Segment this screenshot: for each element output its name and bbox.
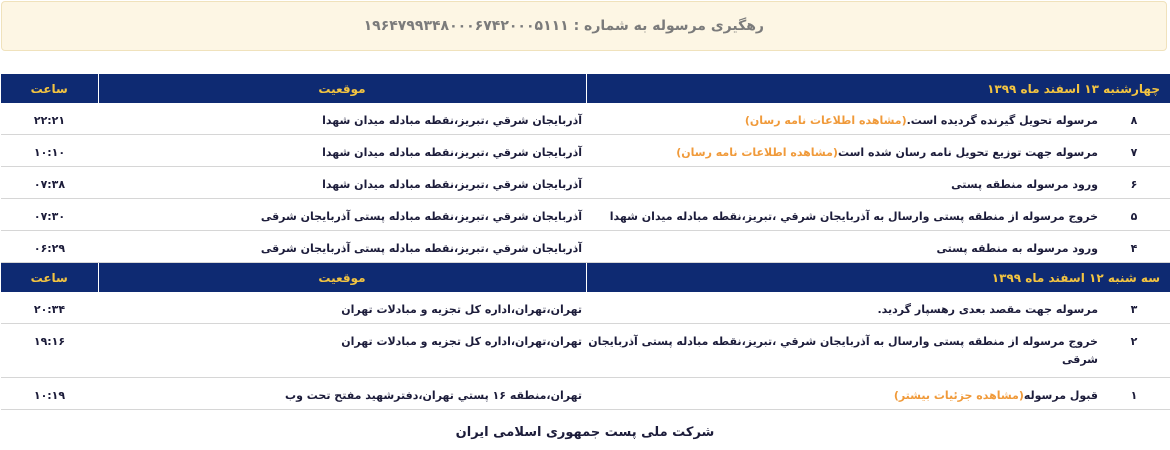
event-index: ۱	[1098, 378, 1170, 410]
event-description: مرسوله تحویل گیرنده گردیده است.	[906, 114, 1098, 127]
tracking-event-row	[1, 199, 1170, 231]
event-location: تهران،تهران،اداره کل تجزیه و مبادلات تهران	[98, 292, 586, 324]
tracking-event-row	[1, 324, 1170, 378]
event-description-cell	[586, 324, 1098, 378]
day-date: سه شنبه ۱۲ اسفند ماه ۱۳۹۹	[586, 263, 1170, 293]
tracking-event-row	[1, 231, 1170, 263]
tracking-event-row	[1, 103, 1170, 135]
event-description-cell	[586, 167, 1098, 199]
event-time: ۰۷:۳۸	[1, 167, 98, 199]
tracking-event-row	[1, 135, 1170, 167]
event-description: قبول مرسوله	[1023, 389, 1098, 402]
location-column-header: موقعیت	[98, 74, 586, 103]
tracking-event-row	[1, 167, 1170, 199]
event-location: تهران،تهران،اداره کل تجزیه و مبادلات تهران	[98, 324, 586, 378]
event-description-cell	[586, 378, 1098, 410]
event-description: ورود مرسوله به منطقه پستی	[936, 242, 1098, 255]
event-time: ۱۹:۱۶	[1, 324, 98, 378]
tracking-title: رهگیری مرسوله به شماره : ۱۹۶۴۷۹۹۳۴۸۰۰۰۶۷۴۲۰۰۰۵۱۱۱	[363, 18, 764, 34]
event-location: آذربايجان شرقي ،تبريز،نقطه مبادله میدان شهدا	[98, 135, 586, 167]
tracking-event-row	[1, 378, 1170, 410]
event-index: ۳	[1098, 292, 1170, 324]
event-index: ۶	[1098, 167, 1170, 199]
event-description-cell	[586, 199, 1098, 231]
event-description-cell	[586, 292, 1098, 324]
day-header-row	[1, 263, 1170, 293]
view-details-link[interactable]: (مشاهده اطلاعات نامه رسان)	[676, 146, 838, 159]
tracking-event-row	[1, 292, 1170, 324]
event-time: ۱۰:۱۰	[1, 135, 98, 167]
view-details-link[interactable]: (مشاهده جزئیات بیشتر)	[893, 389, 1024, 402]
event-description: خروج مرسوله از منطقه پستی وارسال به آذربايجان شرقي ،تبريز،نقطه مبادله پستی آذربایجان شرقی	[588, 335, 1098, 366]
event-index: ۴	[1098, 231, 1170, 263]
event-index: ۲	[1098, 324, 1170, 378]
event-time: ۲۲:۲۱	[1, 103, 98, 135]
event-time: ۲۰:۳۴	[1, 292, 98, 324]
event-location: تهران،منطقه ۱۶ پستي تهران،دفترشهید مفتح تحت وب	[98, 378, 586, 410]
event-time: ۰۷:۳۰	[1, 199, 98, 231]
time-column-header: ساعت	[1, 263, 98, 293]
event-location: آذربايجان شرقي ،تبريز،نقطه مبادله پستی آذربایجان شرقی	[98, 199, 586, 231]
event-index: ۷	[1098, 135, 1170, 167]
event-time: ۰۶:۲۹	[1, 231, 98, 263]
event-description-cell	[586, 135, 1098, 167]
event-location: آذربايجان شرقي ،تبريز،نقطه مبادله میدان شهدا	[98, 167, 586, 199]
event-index: ۸	[1098, 103, 1170, 135]
event-location: آذربايجان شرقي ،تبريز،نقطه مبادله میدان شهدا	[98, 103, 586, 135]
day-date: چهارشنبه ۱۳ اسفند ماه ۱۳۹۹	[586, 74, 1170, 103]
footer-company-name: شرکت ملی پست جمهوری اسلامی ایران	[455, 425, 715, 440]
event-description: ورود مرسوله منطقه پستی	[951, 178, 1098, 191]
view-details-link[interactable]: (مشاهده اطلاعات نامه رسان)	[744, 114, 907, 127]
event-description: خروج مرسوله از منطقه پستی وارسال به آذربايجان شرقي ،تبريز،نقطه مبادله میدان شهدا	[609, 210, 1098, 223]
location-column-header: موقعیت	[98, 263, 586, 293]
tracking-table	[1, 74, 1170, 410]
event-description-cell	[586, 231, 1098, 263]
event-description: مرسوله جهت توزیع تحویل نامه رسان شده است	[837, 146, 1098, 159]
event-location: آذربايجان شرقي ،تبريز،نقطه مبادله پستی آذربایجان شرقی	[98, 231, 586, 263]
event-index: ۵	[1098, 199, 1170, 231]
event-time: ۱۰:۱۹	[1, 378, 98, 410]
time-column-header: ساعت	[1, 74, 98, 103]
event-description-cell	[586, 103, 1098, 135]
day-header-row	[1, 74, 1170, 103]
event-description: مرسوله جهت مقصد بعدی رهسپار گردید.	[877, 303, 1098, 316]
tracking-header	[1, 1, 1167, 51]
